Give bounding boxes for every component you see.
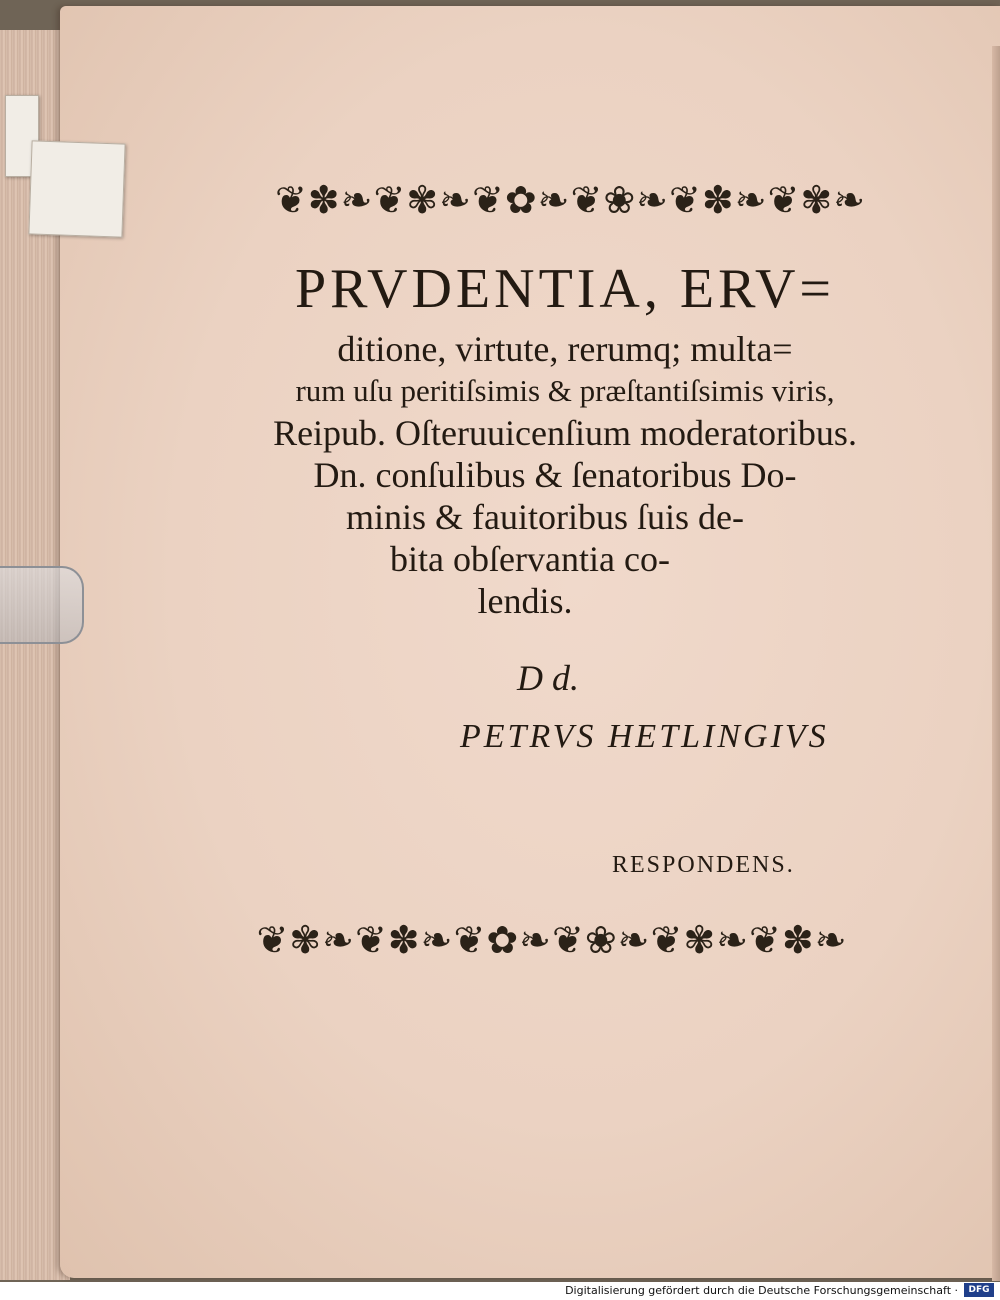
ornament-border-bottom: ❦✾❧❦✽❧❦✿❧❦❀❧❦✾❧❦✽❧ [256, 918, 848, 962]
page-right-edge [992, 46, 1000, 1281]
dfg-logo-icon: DFG [964, 1283, 994, 1297]
dedication-heading: PRVDENTIA, ERV= [295, 258, 835, 320]
dedication-line: Dn. conſulibus & ſenatoribus Do- [313, 455, 797, 495]
respondent-label: RESPONDENS. [612, 852, 795, 878]
dedication-line: bita obſervantia co- [390, 539, 670, 579]
funding-credit: Digitalisierung gefördert durch die Deutsche Forschungsgemeinschaft · [565, 1284, 958, 1297]
page-clip [0, 566, 84, 644]
dedication-mark: D d. [517, 658, 579, 698]
respondent-name: PETRVS HETLINGIVS [460, 718, 829, 755]
dedication-line: Reipub. Oſteruuicenſium moderatoribus. [273, 413, 857, 453]
dedication-line: minis & fauitoribus ſuis de- [346, 497, 744, 537]
dedication-line: rum uſu peritiſsimis & præſtantiſsimis viris, [295, 373, 835, 408]
dedication-line: ditione, virtute, rerumq; multa= [337, 329, 793, 369]
bookmark-tab [28, 140, 125, 237]
dedication-line: lendis. [477, 581, 573, 621]
ornament-border-top: ❦✽❧❦✾❧❦✿❧❦❀❧❦✽❧❦✾❧ [274, 178, 867, 222]
dedication-text [210, 250, 920, 622]
